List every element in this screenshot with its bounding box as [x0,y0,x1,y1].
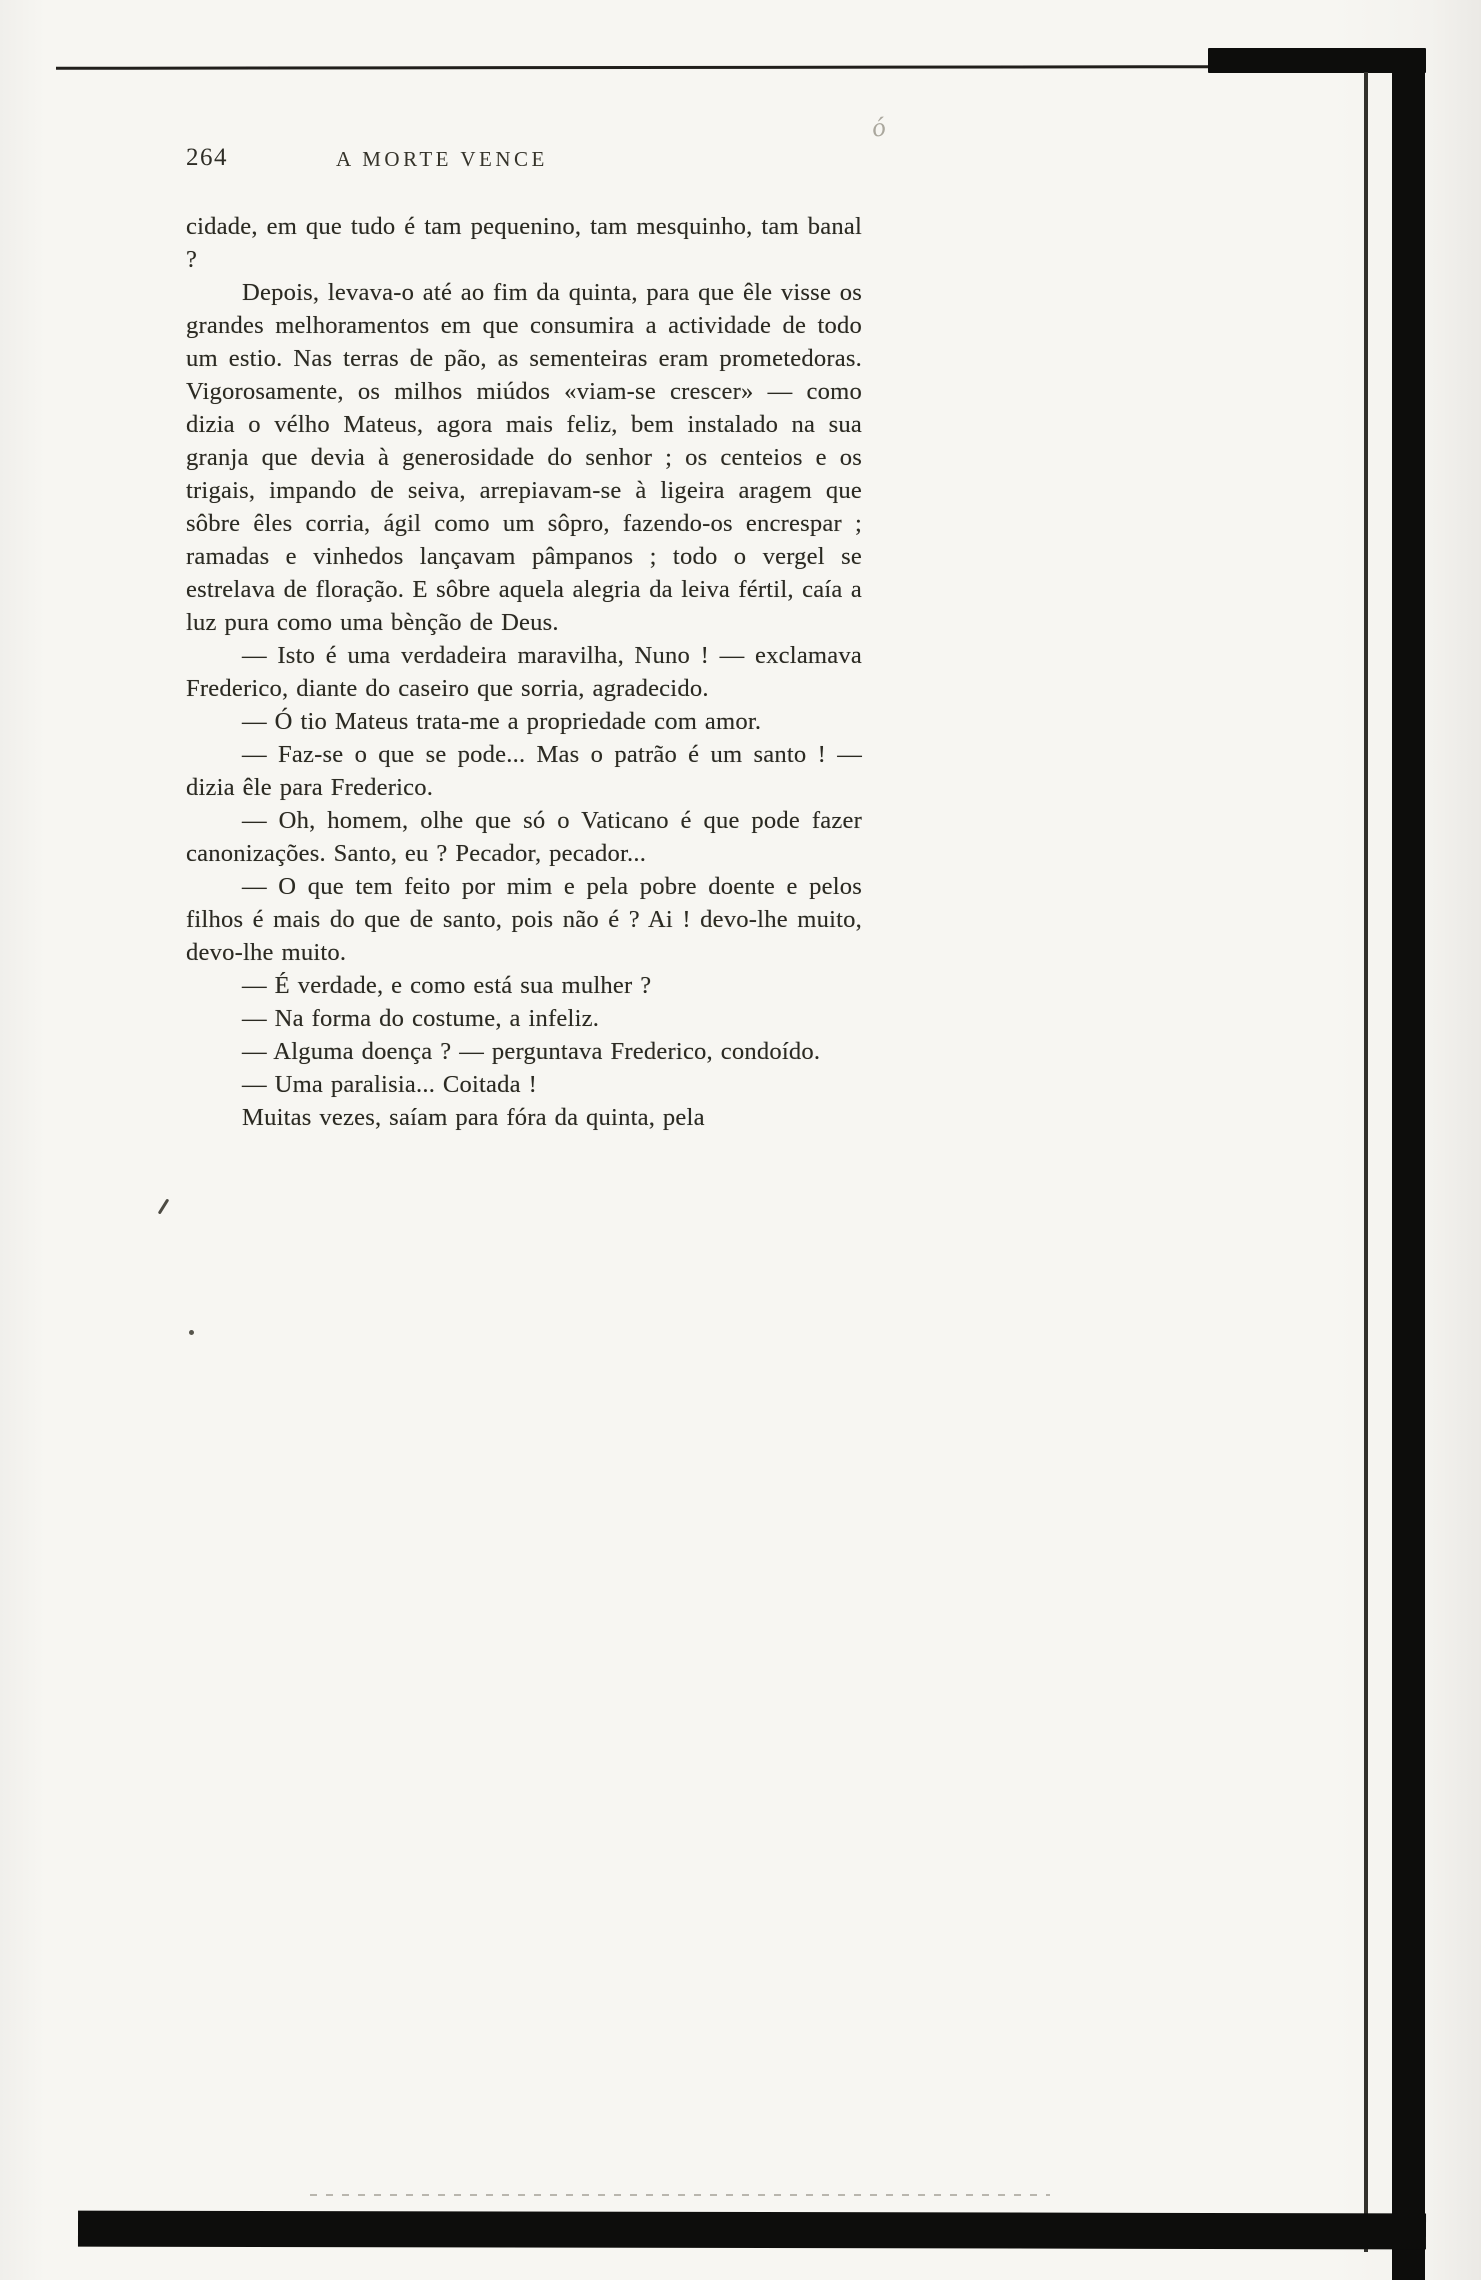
scan-speck-dot [189,1330,194,1335]
paragraph: — Alguma doença ? — perguntava Frederico, condoído. [242,1038,821,1065]
paragraph: — O que tem feito por mim e pela pobre doente e pelos filhos é mais do que de santo, pois não é ? Ai ! devo-lhe muito, devo-lhe muito. [186,873,862,966]
paragraph: — Faz-se o que se pode... Mas o patrão é um santo ! — dizia êle para Frederico. [186,741,862,801]
scan-artifact-top-rule [56,65,1214,70]
paragraph: Depois, levava-o até ao fim da quinta, para que êle visse os grandes melhoramentos em que consumira a actividade de todo um estio. Nas terras de pão, as sementeiras eram prometedoras. Vigorosamente, os milhos miúdos «viam-se crescer» — como dizia o vélho Mateus, agora mais feliz, bem instalado na sua granja que devia à generosidade do senhor ; os centeios e os trigais, impando de seiva, arrepiavam-se à ligeira aragem que sôbre êles corria, ágil como um sôpro, fazendo-os encrespar ; ramadas e vinhedos lançavam pâmpanos ; todo o vergel se estrelava de floração. E sôbre aquela alegria da leiva fértil, caía a luz pura como uma bènção de Deus. [186,279,862,636]
pencil-margin-mark: ó [869,111,888,143]
page-number: 264 [186,144,228,171]
scan-artifact-right-edge-line [1364,72,1368,2252]
running-title: A MORTE VENCE [336,147,548,171]
scan-artifact-noise-dashes [310,2194,1050,2196]
scan-artifact-bottom-black-band [78,2211,1426,2250]
paragraph: — Ó tio Mateus trata-me a propriedade com amor. [242,708,762,735]
page-header [186,142,862,178]
paragraph: — É verdade, e como está sua mulher ? [242,972,652,999]
scan-artifact-right-black-bar [1392,58,1425,2280]
paragraph: cidade, em que tudo é tam pequenino, tam mesquinho, tam banal ? [186,213,862,273]
paragraph: Muitas vezes, saíam para fóra da quinta, pela [242,1104,705,1131]
page-text [186,210,862,1134]
paragraph: — Na forma do costume, a infeliz. [242,1005,600,1032]
paragraph: — Oh, homem, olhe que só o Vaticano é que pode fazer canonizações. Santo, eu ? Pecador, pecador... [186,807,862,867]
paragraph: — Uma paralisia... Coitada ! [242,1071,538,1098]
paragraph: — Isto é uma verdadeira maravilha, Nuno ! — exclamava Frederico, diante do caseiro que sorria, agradecido. [186,642,862,702]
scan-speck-slash [158,1198,170,1214]
